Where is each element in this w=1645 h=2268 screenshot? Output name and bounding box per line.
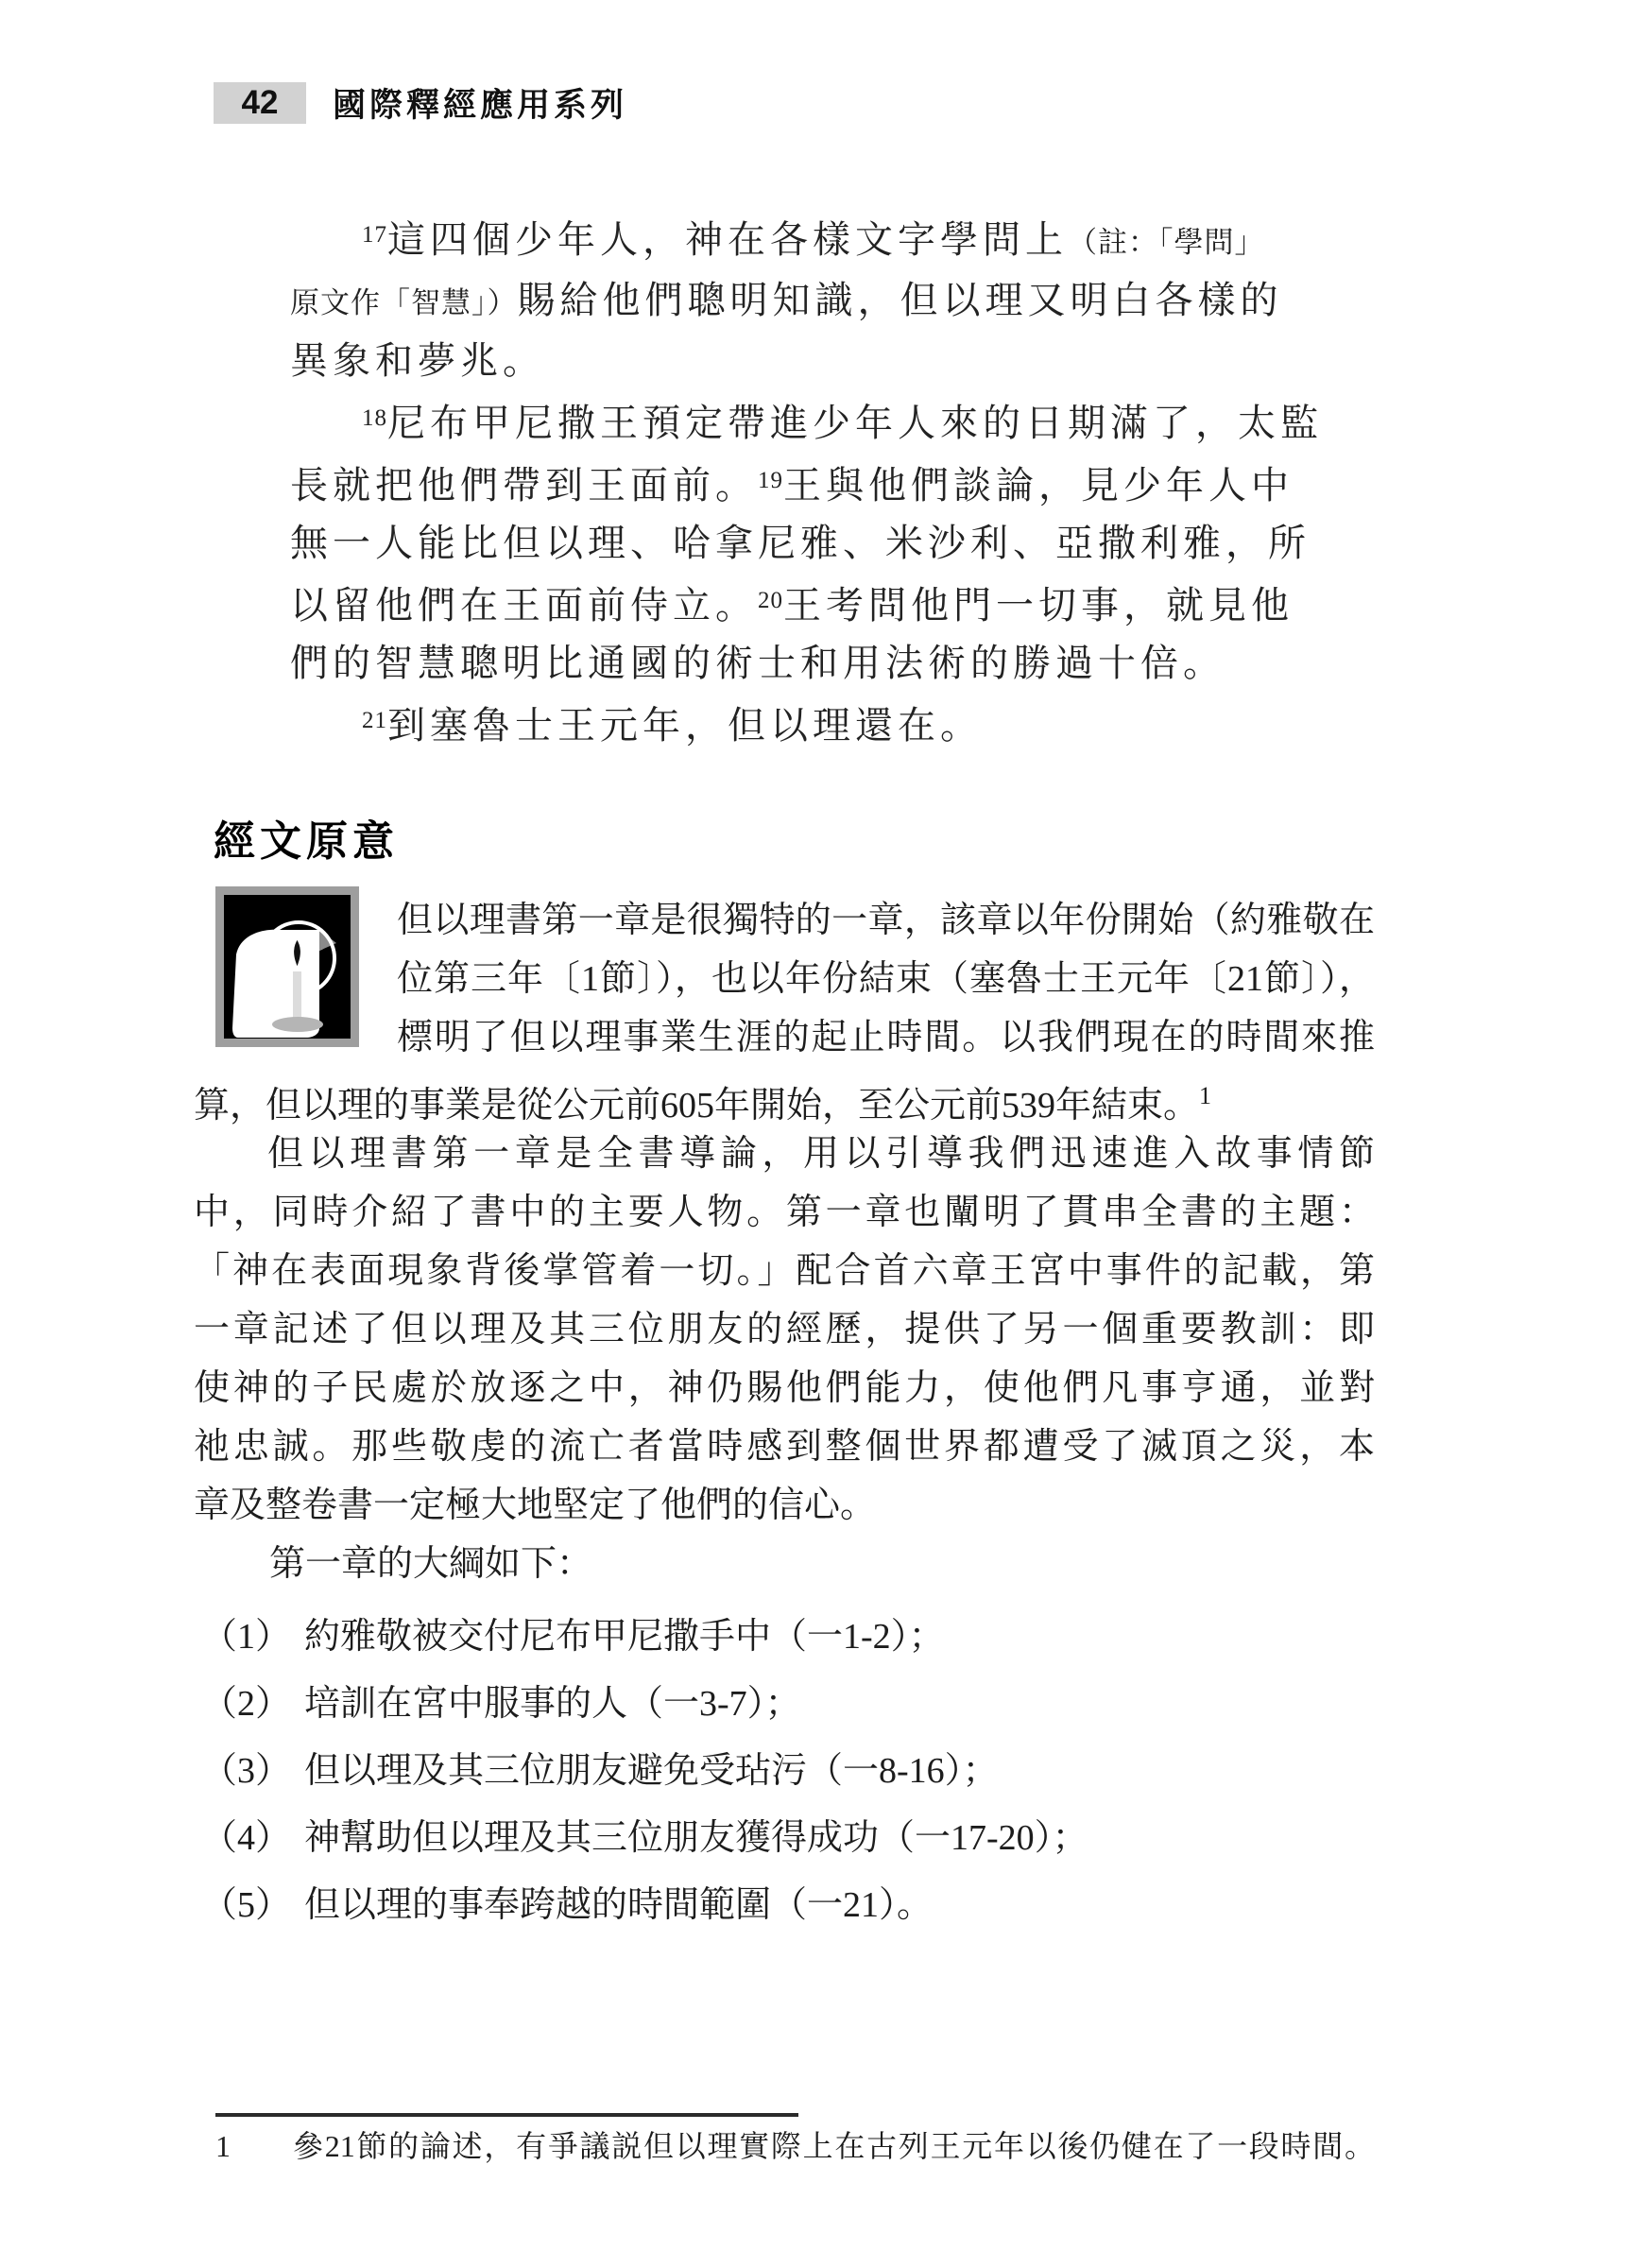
outline-list xyxy=(201,1599,1382,1934)
intro-paragraph xyxy=(194,891,1375,1135)
text-line xyxy=(194,1242,1375,1300)
text-line xyxy=(194,1183,1375,1242)
text-run: 賜給他們聰明知識，但以理又明白各樣的 xyxy=(517,279,1283,321)
text-line xyxy=(194,1300,1375,1359)
text-run: 位第三年〔1節〕），也以年份結束（塞魯士王元年〔21節〕）， xyxy=(397,959,1375,999)
outline-item-text: 但以理及其三位朋友避免受玷污（一8-16）； xyxy=(304,1751,999,1791)
verse-number: 17 xyxy=(362,222,387,248)
scripture-block xyxy=(290,206,1329,754)
text-run: 王考問他門一切事，就見他 xyxy=(783,584,1294,627)
text-line xyxy=(290,206,1329,271)
outline-item-number: （5） xyxy=(201,1885,292,1925)
text-run: 到塞魯士王元年，但以理還在。 xyxy=(387,704,983,747)
text-line xyxy=(290,452,1329,514)
verse-number: 19 xyxy=(758,468,783,493)
text-line xyxy=(290,514,1329,572)
footnote-number: 1 xyxy=(215,2129,231,2163)
outline-item-number: （3） xyxy=(201,1751,292,1791)
text-run: 但以理書第一章是全書導論，用以引導我們迅速進入故事情節 xyxy=(267,1134,1375,1174)
inline-note: （註：「學問」 xyxy=(1068,226,1265,259)
text-run: 標明了但以理事業生涯的起止時間。以我們現在的時間來推 xyxy=(397,1018,1375,1057)
outline-item xyxy=(201,1733,1382,1800)
section-heading: 經文原意 xyxy=(214,818,399,865)
verse-number: 20 xyxy=(758,588,783,613)
outline-item-text: 但以理的事奉跨越的時間範圍（一21）。 xyxy=(304,1885,934,1925)
outline-item xyxy=(201,1666,1382,1733)
text-run: 尼布甲尼撒王預定帶進少年人來的日期滿了，太監 xyxy=(387,402,1323,444)
text-run: 這四個少年人，神在各樣文字學問上 xyxy=(387,218,1068,261)
outline-item xyxy=(201,1867,1382,1934)
outline-item-number: （1） xyxy=(201,1617,292,1657)
text-run: 一章記述了但以理及其三位朋友的經歷，提供了另一個重要教訓：即 xyxy=(194,1310,1375,1349)
text-run: 無一人能比但以理、哈拿尼雅、米沙利、亞撒利雅，所 xyxy=(290,522,1311,564)
text-line xyxy=(194,1008,1375,1067)
verse-number: 18 xyxy=(362,405,387,431)
outline-item-text: 神幫助但以理及其三位朋友獲得成功（一17-20）； xyxy=(304,1818,1088,1858)
text-run: 祂忠誠。那些敬虔的流亡者當時感到整個世界都遭受了滅頂之災，本 xyxy=(194,1427,1375,1467)
text-line xyxy=(194,1418,1375,1476)
page-header xyxy=(214,79,627,127)
outline-item xyxy=(201,1599,1382,1666)
text-line xyxy=(194,950,1375,1008)
inline-note: 原文作「智慧」） xyxy=(290,286,518,319)
text-line xyxy=(290,389,1329,452)
text-line xyxy=(194,1125,1375,1183)
footnote-rule xyxy=(215,2113,798,2117)
body-paragraph xyxy=(194,1125,1375,1535)
outline-lead-text: 第一章的大綱如下： xyxy=(269,1544,593,1584)
text-line xyxy=(290,692,1329,754)
text-run: 長就把他們帶到王面前。 xyxy=(290,464,758,507)
text-run: 章及整卷書一定極大地堅定了他們的信心。 xyxy=(194,1486,877,1525)
text-run: 王與他們談論，見少年人中 xyxy=(783,464,1294,507)
outline-item xyxy=(201,1800,1382,1867)
text-line xyxy=(194,1476,1375,1535)
footnote-text: 參21節的論述，有爭議説但以理實際上在古列王元年以後仍健在了一段時間。 xyxy=(293,2129,1375,2163)
series-title: 國際釋經應用系列 xyxy=(333,87,628,124)
outline-item-number: （2） xyxy=(201,1684,292,1724)
outline-lead xyxy=(194,1535,1375,1593)
text-line xyxy=(194,891,1375,950)
text-run: 但以理書第一章是很獨特的一章，該章以年份開始（約雅敬在 xyxy=(397,901,1375,940)
footnote xyxy=(215,2124,1375,2168)
outline-item-text: 約雅敬被交付尼布甲尼撒手中（一1-2）； xyxy=(304,1617,945,1657)
text-line xyxy=(194,1359,1375,1418)
text-line xyxy=(290,271,1329,332)
text-run: 「神在表面現象背後掌管着一切。」配合首六章王宮中事件的記載，第 xyxy=(194,1251,1375,1291)
outline-item-number: （4） xyxy=(201,1818,292,1858)
text-run: 使神的子民處於放逐之中，神仍賜他們能力，使他們凡事亨通，並對 xyxy=(194,1368,1375,1408)
text-run: 中，同時介紹了書中的主要人物。第一章也闡明了貫串全書的主題： xyxy=(194,1193,1375,1232)
text-line xyxy=(290,332,1329,389)
text-run: 們的智慧聰明比通國的術士和用法術的勝過十倍。 xyxy=(290,642,1225,684)
verse-number: 21 xyxy=(362,708,387,733)
outline-item-text: 培訓在宮中服事的人（一3-7）； xyxy=(304,1684,801,1724)
page-number-badge: 42 xyxy=(214,82,306,124)
footnote-ref: 1 xyxy=(1199,1082,1212,1109)
text-run: 算，但以理的事業是從公元前605年開始，至公元前539年結束。 xyxy=(194,1086,1200,1125)
text-line xyxy=(290,634,1329,692)
text-run: 異象和夢兆。 xyxy=(290,339,545,382)
text-line xyxy=(290,572,1329,634)
text-run: 以留他們在王面前侍立。 xyxy=(290,584,758,627)
